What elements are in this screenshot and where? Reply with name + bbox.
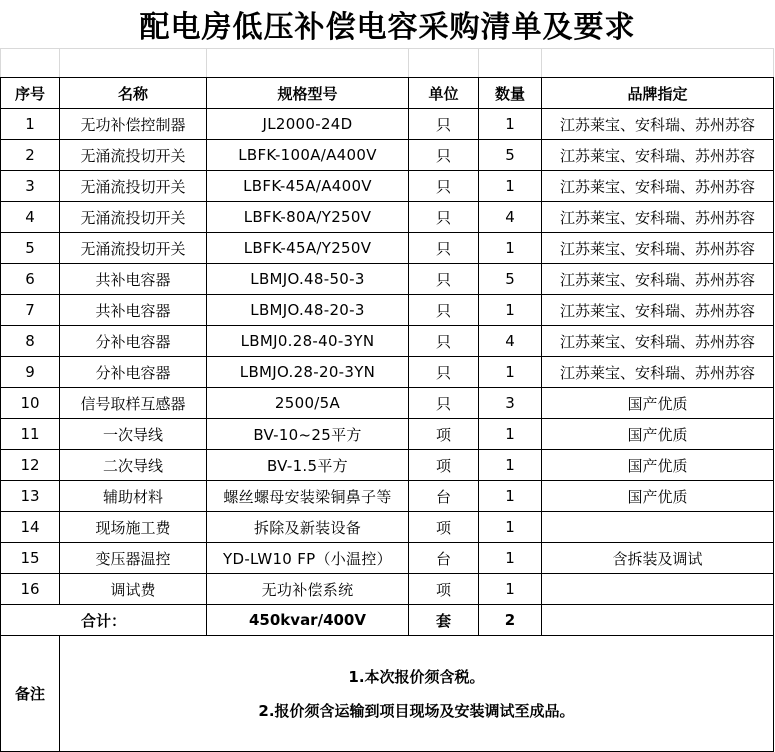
- cell-qty: 1: [479, 543, 542, 574]
- cell-seq: 5: [1, 233, 60, 264]
- total-brand: [542, 605, 774, 636]
- cell-seq: 13: [1, 481, 60, 512]
- table-row: [1, 481, 774, 512]
- cell-unit: 台: [409, 543, 479, 574]
- cell-brand: 江苏莱宝、安科瑞、苏州苏容: [542, 171, 774, 202]
- cell-brand: 国产优质: [542, 419, 774, 450]
- table-row: [1, 109, 774, 140]
- table-row: [1, 574, 774, 605]
- table-row: [1, 450, 774, 481]
- cell-spec: LBMJO.48-20-3: [207, 295, 409, 326]
- cell-spec: 2500/5A: [207, 388, 409, 419]
- notes-row: [1, 636, 774, 752]
- cell-unit: 台: [409, 481, 479, 512]
- cell-qty: 1: [479, 574, 542, 605]
- cell-unit: 项: [409, 450, 479, 481]
- cell-brand: 江苏莱宝、安科瑞、苏州苏容: [542, 202, 774, 233]
- procurement-table: [0, 48, 774, 752]
- cell-spec: 拆除及新装设备: [207, 512, 409, 543]
- cell-name: 共补电容器: [60, 295, 207, 326]
- cell-brand: 江苏莱宝、安科瑞、苏州苏容: [542, 233, 774, 264]
- header-row: [1, 78, 774, 109]
- cell-spec: JL2000-24D: [207, 109, 409, 140]
- table-row: [1, 202, 774, 233]
- cell-unit: 只: [409, 388, 479, 419]
- cell-seq: 6: [1, 264, 60, 295]
- blank-row: [1, 49, 774, 78]
- cell-unit: 只: [409, 109, 479, 140]
- table-row: [1, 543, 774, 574]
- cell-qty: 1: [479, 109, 542, 140]
- cell-name: 信号取样互感器: [60, 388, 207, 419]
- cell-seq: 7: [1, 295, 60, 326]
- cell-name: 二次导线: [60, 450, 207, 481]
- total-unit: 套: [409, 605, 479, 636]
- cell-seq: 15: [1, 543, 60, 574]
- cell-brand: [542, 512, 774, 543]
- cell-seq: 11: [1, 419, 60, 450]
- cell-name: 分补电容器: [60, 357, 207, 388]
- cell-spec: 螺丝螺母安装梁铜鼻子等: [207, 481, 409, 512]
- notes-label: 备注: [1, 636, 60, 752]
- cell-qty: 1: [479, 419, 542, 450]
- cell-name: 现场施工费: [60, 512, 207, 543]
- header-seq: 序号: [1, 78, 60, 109]
- cell-seq: 3: [1, 171, 60, 202]
- cell-spec: BV-10~25平方: [207, 419, 409, 450]
- cell-unit: 项: [409, 512, 479, 543]
- header-qty: 数量: [479, 78, 542, 109]
- cell-qty: 1: [479, 171, 542, 202]
- cell-seq: 8: [1, 326, 60, 357]
- table-row: [1, 264, 774, 295]
- cell-seq: 12: [1, 450, 60, 481]
- cell-brand: 江苏莱宝、安科瑞、苏州苏容: [542, 295, 774, 326]
- cell-spec: LBFK-45A/A400V: [207, 171, 409, 202]
- cell-unit: 项: [409, 574, 479, 605]
- cell-spec: LBFK-100A/A400V: [207, 140, 409, 171]
- cell-brand: 江苏莱宝、安科瑞、苏州苏容: [542, 264, 774, 295]
- cell-seq: 2: [1, 140, 60, 171]
- cell-spec: BV-1.5平方: [207, 450, 409, 481]
- cell-qty: 1: [479, 295, 542, 326]
- cell-unit: 只: [409, 295, 479, 326]
- cell-name: 一次导线: [60, 419, 207, 450]
- cell-qty: 1: [479, 512, 542, 543]
- cell-unit: 项: [409, 419, 479, 450]
- cell-seq: 10: [1, 388, 60, 419]
- cell-brand: 江苏莱宝、安科瑞、苏州苏容: [542, 109, 774, 140]
- cell-unit: 只: [409, 171, 479, 202]
- cell-name: 无功补偿控制器: [60, 109, 207, 140]
- cell-unit: 只: [409, 202, 479, 233]
- cell-qty: 1: [479, 233, 542, 264]
- total-spec: 450kvar/400V: [207, 605, 409, 636]
- cell-name: 辅助材料: [60, 481, 207, 512]
- notes-body: [60, 636, 774, 752]
- cell-name: 无涌流投切开关: [60, 233, 207, 264]
- cell-spec: LBFK-80A/Y250V: [207, 202, 409, 233]
- cell-unit: 只: [409, 140, 479, 171]
- table-row: [1, 171, 774, 202]
- cell-seq: 4: [1, 202, 60, 233]
- cell-name: 调试费: [60, 574, 207, 605]
- cell-name: 无涌流投切开关: [60, 171, 207, 202]
- header-spec: 规格型号: [207, 78, 409, 109]
- table-row: [1, 295, 774, 326]
- cell-spec: LBMJ0.28-40-3YN: [207, 326, 409, 357]
- cell-qty: 4: [479, 326, 542, 357]
- cell-brand: 江苏莱宝、安科瑞、苏州苏容: [542, 140, 774, 171]
- cell-qty: 1: [479, 450, 542, 481]
- cell-brand: 国产优质: [542, 450, 774, 481]
- cell-brand: 含拆装及调试: [542, 543, 774, 574]
- cell-seq: 9: [1, 357, 60, 388]
- header-unit: 单位: [409, 78, 479, 109]
- cell-unit: 只: [409, 326, 479, 357]
- cell-seq: 1: [1, 109, 60, 140]
- cell-name: 无涌流投切开关: [60, 140, 207, 171]
- total-qty: 2: [479, 605, 542, 636]
- table-row: [1, 326, 774, 357]
- cell-name: 共补电容器: [60, 264, 207, 295]
- cell-qty: 5: [479, 140, 542, 171]
- table-row: [1, 419, 774, 450]
- cell-name: 分补电容器: [60, 326, 207, 357]
- total-label: 合计：: [1, 605, 207, 636]
- total-row: [1, 605, 774, 636]
- cell-unit: 只: [409, 233, 479, 264]
- header-name: 名称: [60, 78, 207, 109]
- cell-spec: LBMJO.28-20-3YN: [207, 357, 409, 388]
- header-brand: 品牌指定: [542, 78, 774, 109]
- cell-qty: 5: [479, 264, 542, 295]
- cell-brand: 江苏莱宝、安科瑞、苏州苏容: [542, 357, 774, 388]
- cell-brand: 国产优质: [542, 388, 774, 419]
- note-line-1: 1.本次报价须含税。: [348, 667, 485, 686]
- cell-qty: 3: [479, 388, 542, 419]
- table-row: [1, 233, 774, 264]
- table-row: [1, 388, 774, 419]
- cell-brand: [542, 574, 774, 605]
- cell-spec: LBFK-45A/Y250V: [207, 233, 409, 264]
- cell-name: 无涌流投切开关: [60, 202, 207, 233]
- cell-seq: 14: [1, 512, 60, 543]
- cell-brand: 江苏莱宝、安科瑞、苏州苏容: [542, 326, 774, 357]
- cell-spec: 无功补偿系统: [207, 574, 409, 605]
- cell-qty: 1: [479, 481, 542, 512]
- cell-unit: 只: [409, 264, 479, 295]
- cell-spec: YD-LW10 FP（小温控）: [207, 543, 409, 574]
- cell-spec: LBMJO.48-50-3: [207, 264, 409, 295]
- cell-qty: 4: [479, 202, 542, 233]
- cell-seq: 16: [1, 574, 60, 605]
- table-row: [1, 512, 774, 543]
- table-row: [1, 357, 774, 388]
- table-row: [1, 140, 774, 171]
- cell-unit: 只: [409, 357, 479, 388]
- cell-brand: 国产优质: [542, 481, 774, 512]
- note-line-2: 2.报价须含运输到项目现场及安装调试至成品。: [258, 701, 575, 720]
- document-title: 配电房低压补偿电容采购清单及要求: [139, 10, 636, 45]
- cell-name: 变压器温控: [60, 543, 207, 574]
- cell-qty: 1: [479, 357, 542, 388]
